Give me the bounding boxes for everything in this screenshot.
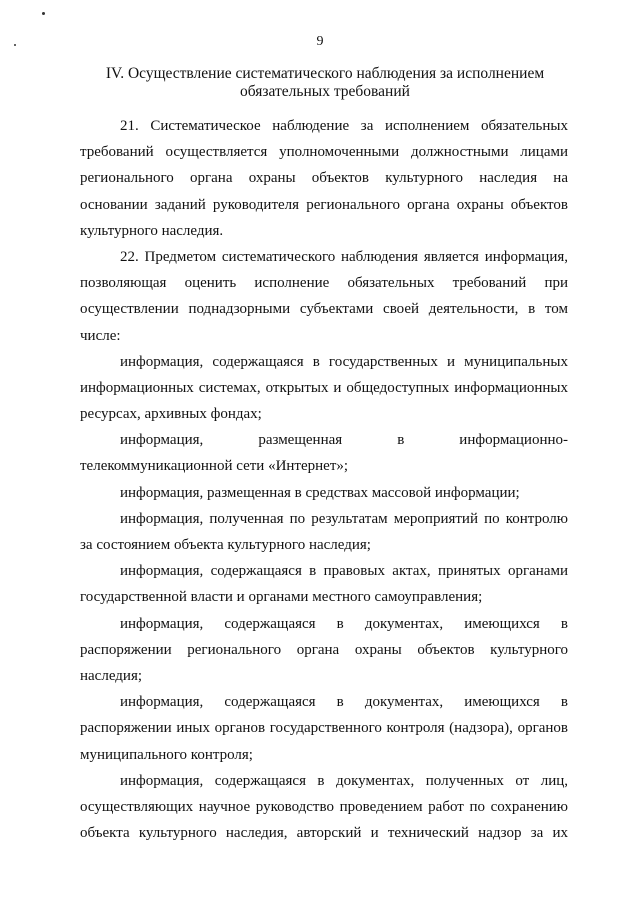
- section-heading-line: обязательных требований: [240, 83, 410, 100]
- text-line: осуществлении поднадзорными субъектами своей деятельности, в том: [80, 301, 568, 318]
- text-line: информация, размещенная в информационно-: [120, 432, 568, 449]
- text-line: распоряжении иных органов государственного контроля (надзора), органов: [80, 720, 568, 737]
- text-line: наследия;: [80, 667, 143, 684]
- text-line: информация, размещенная в средствах массовой информации;: [120, 484, 520, 501]
- text-line: объекта культурного наследия, авторский и технический надзор за их: [80, 825, 568, 842]
- text-line: позволяющая оценить исполнение обязательных требований при: [80, 275, 568, 292]
- text-line: информация, полученная по результатам мероприятий по контролю: [120, 510, 568, 527]
- text-line: требований осуществляется уполномоченными должностными лицами: [80, 144, 568, 161]
- body-text: [80, 113, 568, 846]
- text-line: осуществляющих научное руководство проведением работ по сохранению: [80, 798, 568, 815]
- text-line: регионального органа охраны объектов культурного наследия на: [80, 170, 568, 187]
- text-line: муниципального контроля;: [80, 746, 253, 763]
- text-line: информация, содержащаяся в документах, имеющихся в: [120, 694, 568, 711]
- text-line: государственной власти и органами местного самоуправления;: [80, 589, 483, 606]
- scan-speck: [42, 12, 45, 15]
- text-line: числе:: [80, 327, 121, 344]
- section-heading-line: IV. Осуществление систематического наблюдения за исполнением: [105, 65, 545, 82]
- page-number: 9: [316, 34, 324, 49]
- text-line: 22. Предметом систематического наблюдения является информация,: [120, 248, 568, 265]
- text-line: информация, содержащаяся в государственных и муниципальных: [120, 353, 568, 370]
- text-line: распоряжении регионального органа охраны объектов культурного: [80, 641, 568, 658]
- text-line: основании заданий руководителя регионального органа охраны объектов: [80, 196, 568, 213]
- section-heading: [80, 65, 570, 101]
- text-line: культурного наследия.: [80, 222, 224, 239]
- text-line: 21. Систематическое наблюдение за исполнением обязательных: [120, 118, 568, 134]
- text-line: информация, содержащаяся в документах, имеющихся в: [120, 615, 568, 632]
- text-line: информация, содержащаяся в правовых актах, принятых органами: [120, 563, 568, 580]
- text-line: информационных системах, открытых и общедоступных информационных: [80, 379, 568, 396]
- text-line: ресурсах, архивных фондах;: [80, 406, 262, 423]
- text-line: телекоммуникационной сети «Интернет»;: [80, 458, 349, 475]
- text-line: информация, содержащаяся в документах, полученных от лиц,: [120, 772, 568, 789]
- text-line: за состоянием объекта культурного наследия;: [80, 537, 371, 553]
